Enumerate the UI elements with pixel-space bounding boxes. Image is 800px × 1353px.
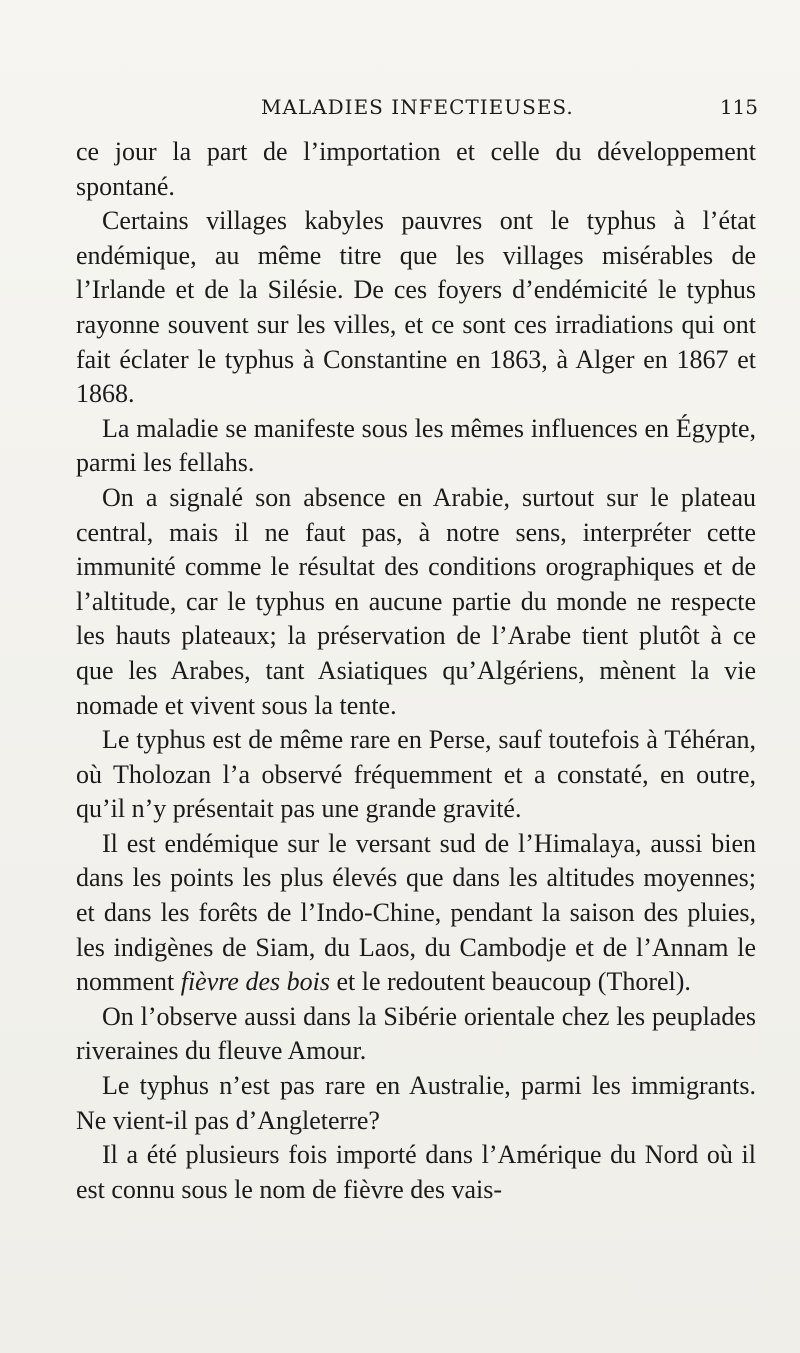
- paragraph-7: On l’observe aussi dans la Sibérie orientale chez les peuplades riveraines du fleuve Amour.: [76, 1001, 756, 1066]
- paragraph-6-text-after: et le redoutent beaucoup (Thorel).: [329, 967, 691, 997]
- italic-phrase: fièvre des bois: [180, 967, 330, 997]
- running-head: MALADIES INFECTIEUSES.: [261, 95, 574, 119]
- paragraph-3: La maladie se manifeste sous les mêmes influences en Égypte, parmi les fellahs.: [76, 413, 756, 478]
- body-text: [76, 135, 756, 1207]
- page-header: [76, 92, 758, 122]
- paragraph-2: Certains villages kabyles pauvres ont le typhus à l’état endémique, au même titre que les villages misérables de l’Irlande et de la Silésie. De ces foyers d’endémicité le typhus rayonne souvent sur les villes, et ce sont ces irradiations qui ont fait éclater le typhus à Constantine en 1863, à Alger en 1867 et 1868.: [76, 206, 756, 409]
- page-number: 115: [719, 95, 758, 119]
- paragraph-8: Le typhus n’est pas rare en Australie, parmi les immigrants. Ne vient-il pas d’Angleterre?: [76, 1071, 756, 1135]
- paragraph-5: Le typhus est de même rare en Perse, sauf toutefois à Téhéran, où Tholozan l’a observé fréquemment et a constaté, en outre, qu’il n’y présentait pas une grande gravité.: [76, 725, 756, 824]
- paragraph-1: ce jour la part de l’importation et celle du développement spontané.: [76, 137, 756, 201]
- paragraph-6-text-before: Il est endémique sur le versant sud de l’Himalaya, aussi bien dans les points les plus élevés que dans les altitudes moyennes; et dans les forêts de l’Indo-Chine, pendant la saison des pluies, les indigènes de Siam, du Laos, du Cambodje et de l’Annam le nomment: [76, 828, 756, 997]
- paragraph-4: On a signalé son absence en Arabie, surtout sur le plateau central, mais il ne faut pas, à notre sens, interpréter cette immunité comme le résultat des conditions orographiques et de l’altitude, car le typhus en aucune partie du monde ne respecte les hauts plateaux; la préservation de l’Arabe tient plutôt à ce que les Arabes, tant Asiatiques qu’Algériens, mènent la vie nomade et vivent sous la tente.: [76, 482, 756, 720]
- paragraph-9: Il a été plusieurs fois importé dans l’Amérique du Nord où il est connu sous le nom de fièvre des vais-: [76, 1140, 756, 1204]
- paragraph-6: [76, 827, 756, 1000]
